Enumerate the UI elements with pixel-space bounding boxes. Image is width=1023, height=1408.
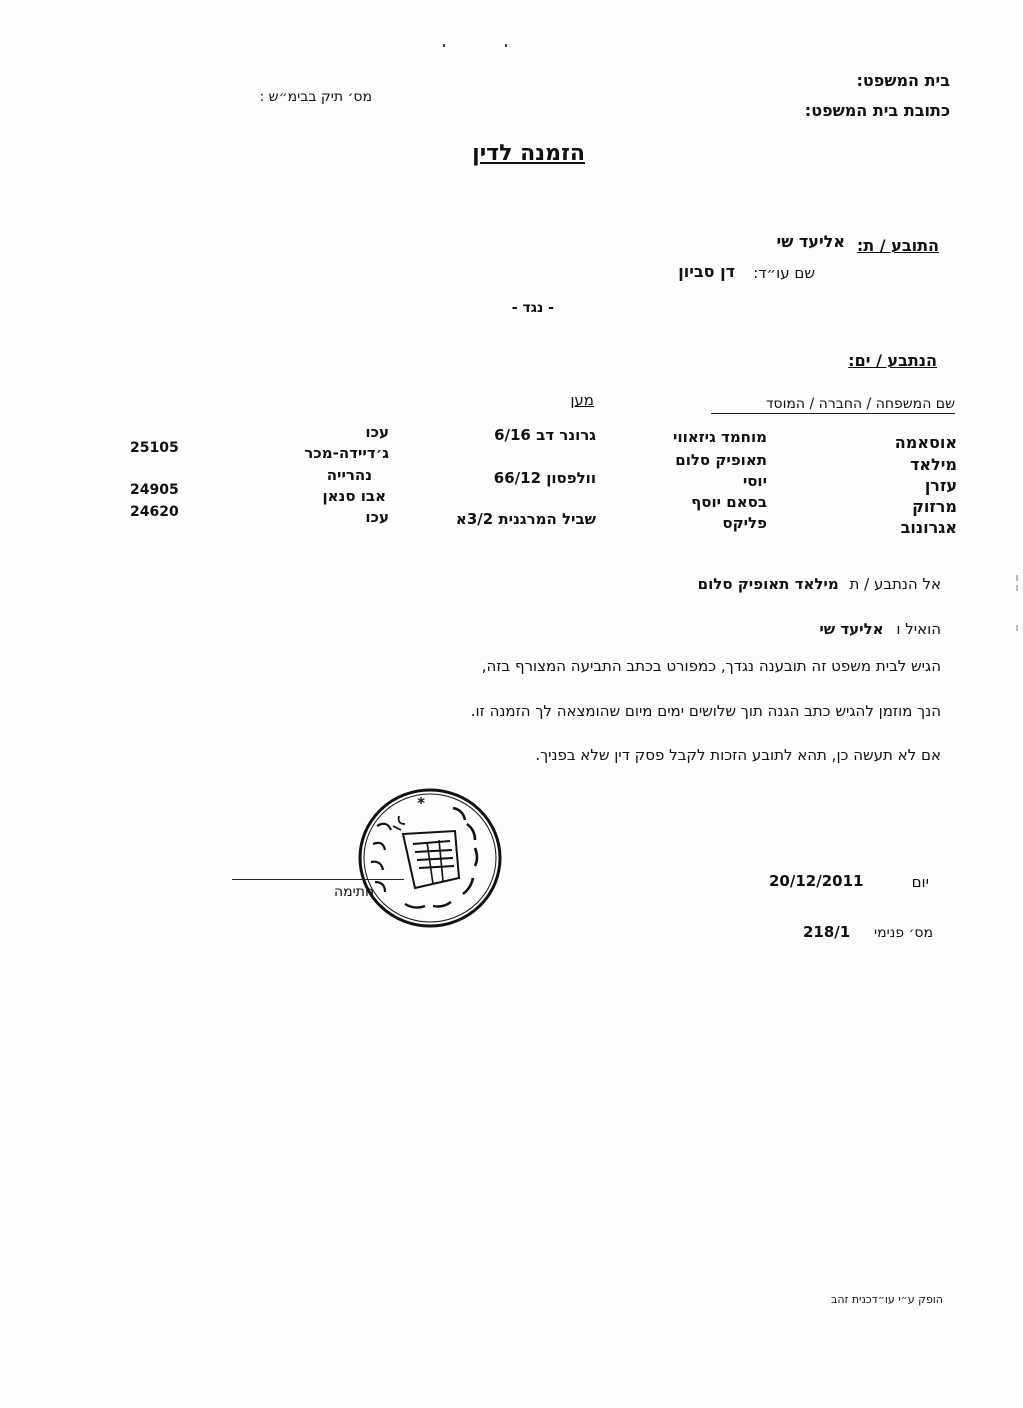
defendant-city: עכו xyxy=(365,423,389,441)
defendant-city: עכו xyxy=(365,508,389,526)
plaintiff-label: התובע / ת: xyxy=(856,236,939,255)
addressee-name: מילאד תאופיק סלום xyxy=(697,575,839,593)
defendant-last-name: בסאם יוסף xyxy=(691,493,767,511)
defendant-last-name: מוחמד גיזאווי xyxy=(673,428,767,446)
date-label: יום xyxy=(911,873,929,891)
defendant-postal-code: 24620 xyxy=(130,504,179,520)
defendant-last-name: יוסי xyxy=(742,472,767,490)
defendant-first-name: עזרן xyxy=(924,476,957,495)
defendant-city: ג׳דיידה-מכר xyxy=(304,444,389,462)
defendant-city: נהרייה xyxy=(326,466,372,484)
defendant-postal-code: 24905 xyxy=(130,482,179,498)
defendant-street: וולפסון 66/12 xyxy=(493,469,596,487)
addressee-line xyxy=(698,575,941,593)
defendant-postal-code: 25105 xyxy=(130,440,179,456)
versus-label: - נגד - xyxy=(511,300,554,316)
signature-line xyxy=(232,879,404,880)
document-title: הזמנה לדין xyxy=(472,141,585,166)
internal-number-value: 218/1 xyxy=(803,923,851,941)
defendant-first-name: מילאד xyxy=(909,455,957,474)
court-label: בית המשפט: xyxy=(856,71,950,90)
defendant-last-name: תאופיק סלום xyxy=(675,451,767,469)
whereas-label: הואיל ו xyxy=(896,620,941,638)
defendant-first-name: אגרונוב xyxy=(900,518,957,537)
defendant-name-header: שם המשפחה / החברה / המוסד xyxy=(711,396,955,414)
defendant-first-name: אוסאמה xyxy=(894,433,957,452)
lawyer-name: דן סביון xyxy=(678,262,735,281)
plaintiff-name: אליעד שי xyxy=(776,232,845,251)
court-stamp-icon xyxy=(355,786,505,931)
body-paragraph-3: אם לא תעשה כן, תהא לתובע הזכות לקבל פסק דין שלא בפניך. xyxy=(535,746,941,764)
whereas-line xyxy=(819,620,941,638)
defendant-street: גרונר דב 6/16 xyxy=(494,426,596,444)
defendant-address-header: מען xyxy=(570,391,594,409)
internal-number-label: מס׳ פנימי xyxy=(874,925,933,941)
addressee-label: אל הנתבע / ת xyxy=(849,575,941,593)
printer-footer: הופק ע״י עו״דכנית זהב xyxy=(830,1293,943,1306)
svg-text:*: * xyxy=(417,794,425,812)
date-value: 20/12/2011 xyxy=(769,872,864,890)
signature-label: חתימה xyxy=(334,884,375,900)
defendant-first-name: מרזוק xyxy=(912,497,957,516)
court-address-label: כתובת בית המשפט: xyxy=(804,101,950,120)
lawyer-label: שם עו״ד: xyxy=(753,264,815,282)
body-paragraph-1: הגיש לבית משפט זה תובענה נגדך, כמפורט בכתב התביעה המצורף בזה, xyxy=(481,657,941,675)
defendant-street: שביל המרגנית 3/2א xyxy=(455,510,596,528)
defendant-last-name: פליקס xyxy=(722,514,767,532)
case-number-label: מס׳ תיק בבימ״ש : xyxy=(259,89,372,105)
whereas-name: אליעד שי xyxy=(819,620,884,638)
defendant-city: אבו סנאן xyxy=(322,487,386,505)
body-paragraph-2: הנך מוזמן להגיש כתב הגנה תוך שלושים ימים מיום שהומצאה לך הזמנה זו. xyxy=(470,702,941,720)
defendants-label: הנתבע / ים: xyxy=(848,351,937,370)
